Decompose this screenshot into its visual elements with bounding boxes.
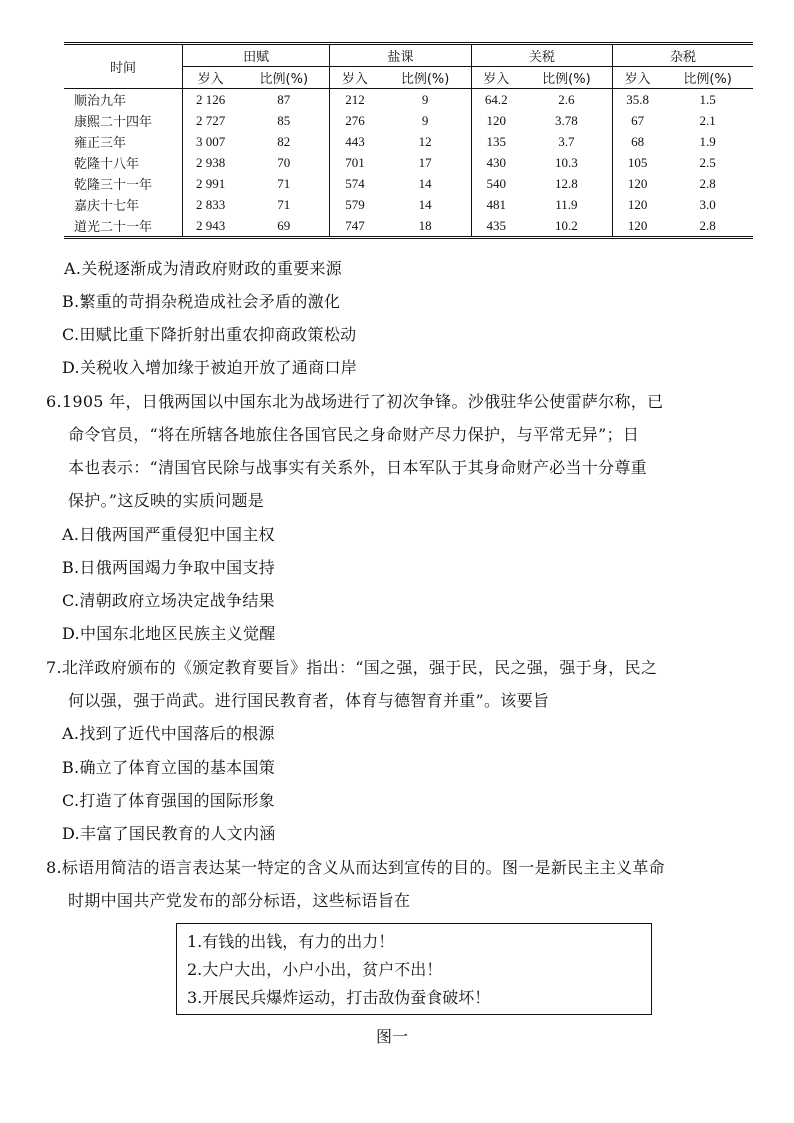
year-cell: 道光二十一年 [74,220,153,235]
year-cell: 顺治九年 [74,94,127,109]
ratio-cell: 3.7 [558,133,575,149]
q6-stem-line-3: 本也表示：“清国官民除与战事实有关系外，日本军队于其身命财产必当十分尊重 [68,458,647,477]
ratio-cell: 71 [277,175,291,191]
revenue-cell: 67 [613,110,663,131]
ratio-cell: 12.8 [555,175,578,191]
ratio-cell: 71 [277,196,291,212]
q6-stem-line-1: 6.1905 年，日俄两国以中国东北为战场进行了初次争锋。沙俄驻华公使雷萨尔称，已 [46,392,664,411]
sub-header-ratio: 比例(%) [521,67,613,89]
slogan-line-1: 1.有钱的出钱，有力的出力！ [187,932,395,951]
ratio-cell: 82 [277,133,291,149]
q5-option-c: C.田赋比重下降折射出重农抑商政策松动 [62,325,357,344]
slogan-figure-box [176,923,652,1015]
revenue-cell: 443 [330,131,380,152]
year-cell: 乾隆十八年 [74,157,140,172]
year-cell: 乾隆三十一年 [74,178,153,193]
sub-header-revenue: 岁入 [613,67,663,89]
ratio-cell: 2.8 [699,217,716,233]
revenue-cell: 212 [330,89,380,111]
slogan-line-2: 2.大户大出，小户小出，贫户不出！ [187,960,443,979]
revenue-cell: 747 [330,215,380,238]
q6-stem-line-2: 命令官员，“将在所辖各地旅住各国官民之身命财产尽力保护，与平常无异”；日 [68,425,640,444]
revenue-cell: 579 [330,194,380,215]
table-row [64,89,753,111]
q7-option-b: B.确立了体育立国的基本国策 [62,758,276,777]
ratio-cell: 2.6 [558,91,575,107]
revenue-cell: 135 [471,131,521,152]
ratio-cell: 2.5 [699,154,716,170]
table-row [64,152,753,173]
q5-option-b: B.繁重的苛捐杂税造成社会矛盾的激化 [62,292,341,311]
table-row [64,194,753,215]
ratio-cell: 1.9 [699,133,716,149]
q5-option-d: D.关税收入增加缘于被迫开放了通商口岸 [62,358,358,377]
ratio-cell: 11.9 [555,196,578,212]
q6-option-b: B.日俄两国竭力争取中国支持 [62,558,276,577]
q8-stem-line-2: 时期中国共产党发布的部分标语，这些标语旨在 [68,891,411,910]
revenue-cell: 64.2 [471,89,521,111]
revenue-cell: 2 938 [183,152,239,173]
revenue-cell: 481 [471,194,521,215]
revenue-cell: 701 [330,152,380,173]
group-header-customs-tax: 关税 [471,44,612,67]
sub-header-revenue: 岁入 [471,67,521,89]
table-row [64,215,753,238]
q8-stem-line-1: 8.标语用简洁的语言表达某一特定的含义从而达到宣传的目的。图一是新民主主义革命 [46,858,665,877]
revenue-cell: 35.8 [613,89,663,111]
ratio-cell: 18 [418,217,432,233]
sub-header-ratio: 比例(%) [380,67,472,89]
ratio-cell: 14 [418,175,432,191]
ratio-cell: 87 [277,91,291,107]
revenue-cell: 120 [613,173,663,194]
ratio-cell: 3.78 [555,112,578,128]
year-cell: 雍正三年 [74,136,127,151]
tax-table-container [64,42,753,239]
revenue-cell: 276 [330,110,380,131]
slogan-line-3: 3.开展民兵爆炸运动，打击敌伪蚕食破坏！ [187,988,491,1007]
q7-option-d: D.丰富了国民教育的人文内涵 [62,824,276,843]
revenue-cell: 120 [613,215,663,238]
ratio-cell: 70 [277,154,291,170]
ratio-cell: 1.5 [699,91,716,107]
revenue-cell: 2 991 [183,173,239,194]
ratio-cell: 9 [421,112,429,128]
q5-option-a: A.关税逐渐成为清政府财政的重要来源 [64,259,343,278]
revenue-cell: 3 007 [183,131,239,152]
time-header: 时间 [64,44,183,89]
q7-option-c: C.打造了体育强国的国际形象 [62,791,275,810]
year-cell: 嘉庆十七年 [74,199,140,214]
ratio-cell: 2.1 [699,112,716,128]
revenue-cell: 120 [471,110,521,131]
table-row [64,131,753,152]
table-row [64,173,753,194]
group-header-field-tax: 田赋 [183,44,330,67]
table-body [64,89,753,238]
ratio-cell: 10.2 [555,217,578,233]
ratio-cell: 17 [418,154,432,170]
revenue-cell: 120 [613,194,663,215]
revenue-cell: 105 [613,152,663,173]
group-header-misc-tax: 杂税 [613,44,753,67]
revenue-cell: 68 [613,131,663,152]
year-cell: 康熙二十四年 [74,115,153,130]
revenue-cell: 430 [471,152,521,173]
revenue-cell: 2 126 [183,89,239,111]
sub-header-ratio: 比例(%) [662,67,753,89]
q7-option-a: A.找到了近代中国落后的根源 [62,724,275,743]
q6-option-d: D.中国东北地区民族主义觉醒 [62,624,276,643]
figure-caption: 图一 [376,1027,409,1046]
revenue-cell: 540 [471,173,521,194]
revenue-cell: 435 [471,215,521,238]
q7-stem-line-2: 何以强，强于尚武。进行国民教育者，体育与德智育并重”。该要旨 [68,691,550,710]
q6-option-a: A.日俄两国严重侵犯中国主权 [62,525,275,544]
tax-revenue-table [64,42,753,239]
sub-header-revenue: 岁入 [183,67,239,89]
revenue-cell: 2 833 [183,194,239,215]
sub-header-revenue: 岁入 [330,67,380,89]
ratio-cell: 69 [277,217,291,233]
revenue-cell: 2 943 [183,215,239,238]
q7-stem-line-1: 7.北洋政府颁布的《颁定教育要旨》指出：“国之强，强于民，民之强，强于身，民之 [46,658,658,677]
q6-stem-line-4: 保护。”这反映的实质问题是 [68,491,265,510]
ratio-cell: 3.0 [699,196,716,212]
revenue-cell: 2 727 [183,110,239,131]
revenue-cell: 574 [330,173,380,194]
q6-option-c: C.清朝政府立场决定战争结果 [62,591,275,610]
ratio-cell: 9 [421,91,429,107]
sub-header-ratio: 比例(%) [238,67,330,89]
ratio-cell: 10.3 [555,154,578,170]
group-header-salt-tax: 盐课 [330,44,471,67]
ratio-cell: 14 [418,196,432,212]
ratio-cell: 12 [418,133,432,149]
table-row [64,110,753,131]
ratio-cell: 2.8 [699,175,716,191]
ratio-cell: 85 [277,112,291,128]
